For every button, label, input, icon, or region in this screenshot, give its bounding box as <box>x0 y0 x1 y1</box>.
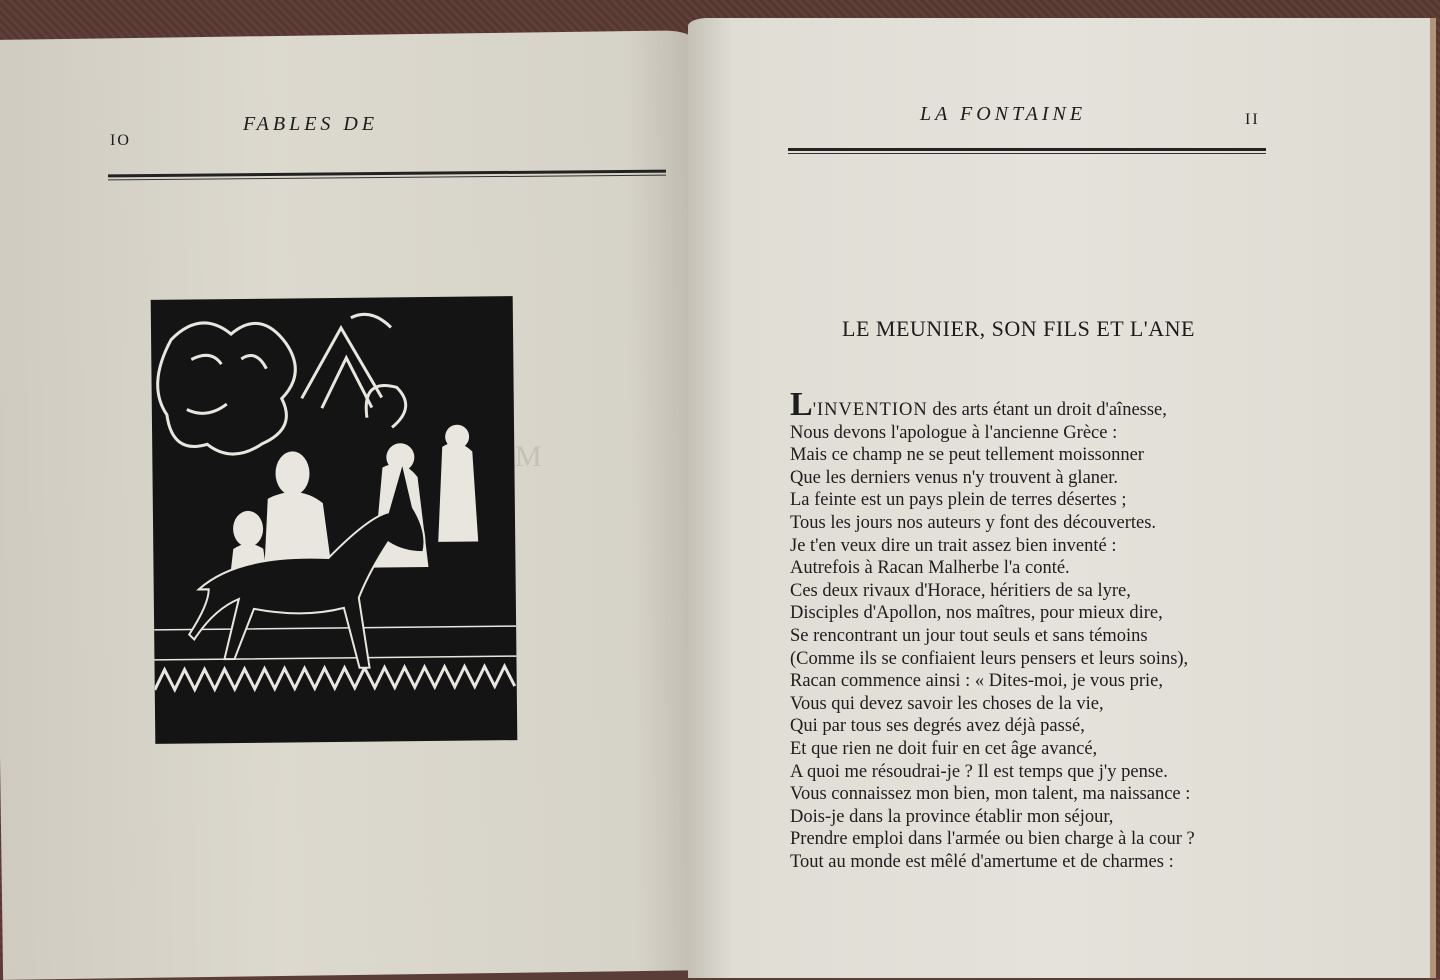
verse-line: Vous qui devez savoir les choses de la vie, <box>790 693 1104 714</box>
verse-line: Se rencontrant un jour tout seuls et sans témoins <box>790 625 1148 646</box>
fable-verse <box>790 386 1195 873</box>
verse-line: Je t'en veux dire un trait assez bien inventé : <box>790 535 1117 556</box>
first-line-rest: des arts étant un droit d'aînesse, <box>927 400 1167 420</box>
bleed-through-text: M <box>515 440 542 473</box>
woodcut-illustration <box>151 296 518 744</box>
right-header-rule <box>788 148 1266 154</box>
first-word-small-caps: 'INVENTION <box>812 400 928 420</box>
left-folio: IO <box>110 132 131 149</box>
verse-line: Que les derniers venus n'y trouvent à glaner. <box>790 467 1119 488</box>
verse-line: Prendre emploi dans l'armée ou bien charge à la cour ? <box>790 829 1195 850</box>
right-folio: II <box>1245 111 1260 128</box>
verse-line: La feinte est un pays plein de terres désertes ; <box>790 490 1127 511</box>
verse-line: (Comme ils se confiaient leurs pensers et leurs soins), <box>790 648 1189 669</box>
verse-line: Autrefois à Racan Malherbe l'a conté. <box>790 558 1070 579</box>
right-running-head: LA FONTAINE <box>920 103 1087 125</box>
verse-line: Et que rien ne doit fuir en cet âge avancé, <box>790 738 1098 759</box>
verse-line: Tous les jours nos auteurs y font des découvertes. <box>790 512 1157 533</box>
verse-line-first <box>790 386 1195 423</box>
verse-line: Tout au monde est mêlé d'amertume et de charmes : <box>790 851 1174 872</box>
verse-line: A quoi me résoudrai-je ? Il est temps que j'y pense. <box>790 761 1168 782</box>
verse-line: Dois-je dans la province établir mon séjour, <box>790 806 1114 827</box>
verse-line: Mais ce champ ne se peut tellement moissonner <box>790 445 1144 466</box>
verse-line: Racan commence ainsi : « Dites-moi, je vous prie, <box>790 671 1163 692</box>
verse-line: Qui par tous ses degrés avez déjà passé, <box>790 716 1085 737</box>
verse-line: Disciples d'Apollon, nos maîtres, pour mieux dire, <box>790 603 1163 624</box>
left-running-head: FABLES DE <box>243 113 379 135</box>
drop-cap: L <box>790 386 813 423</box>
verse-line: Ces deux rivaux d'Horace, héritiers de sa lyre, <box>790 580 1131 601</box>
verse-line: Vous connaissez mon bien, mon talent, ma naissance : <box>790 784 1191 805</box>
fable-title: LE MEUNIER, SON FILS ET L'ANE <box>842 316 1195 341</box>
miller-donkey-woodcut-icon <box>151 296 518 744</box>
verse-line: Nous devons l'apologue à l'ancienne Grèce : <box>790 422 1118 443</box>
